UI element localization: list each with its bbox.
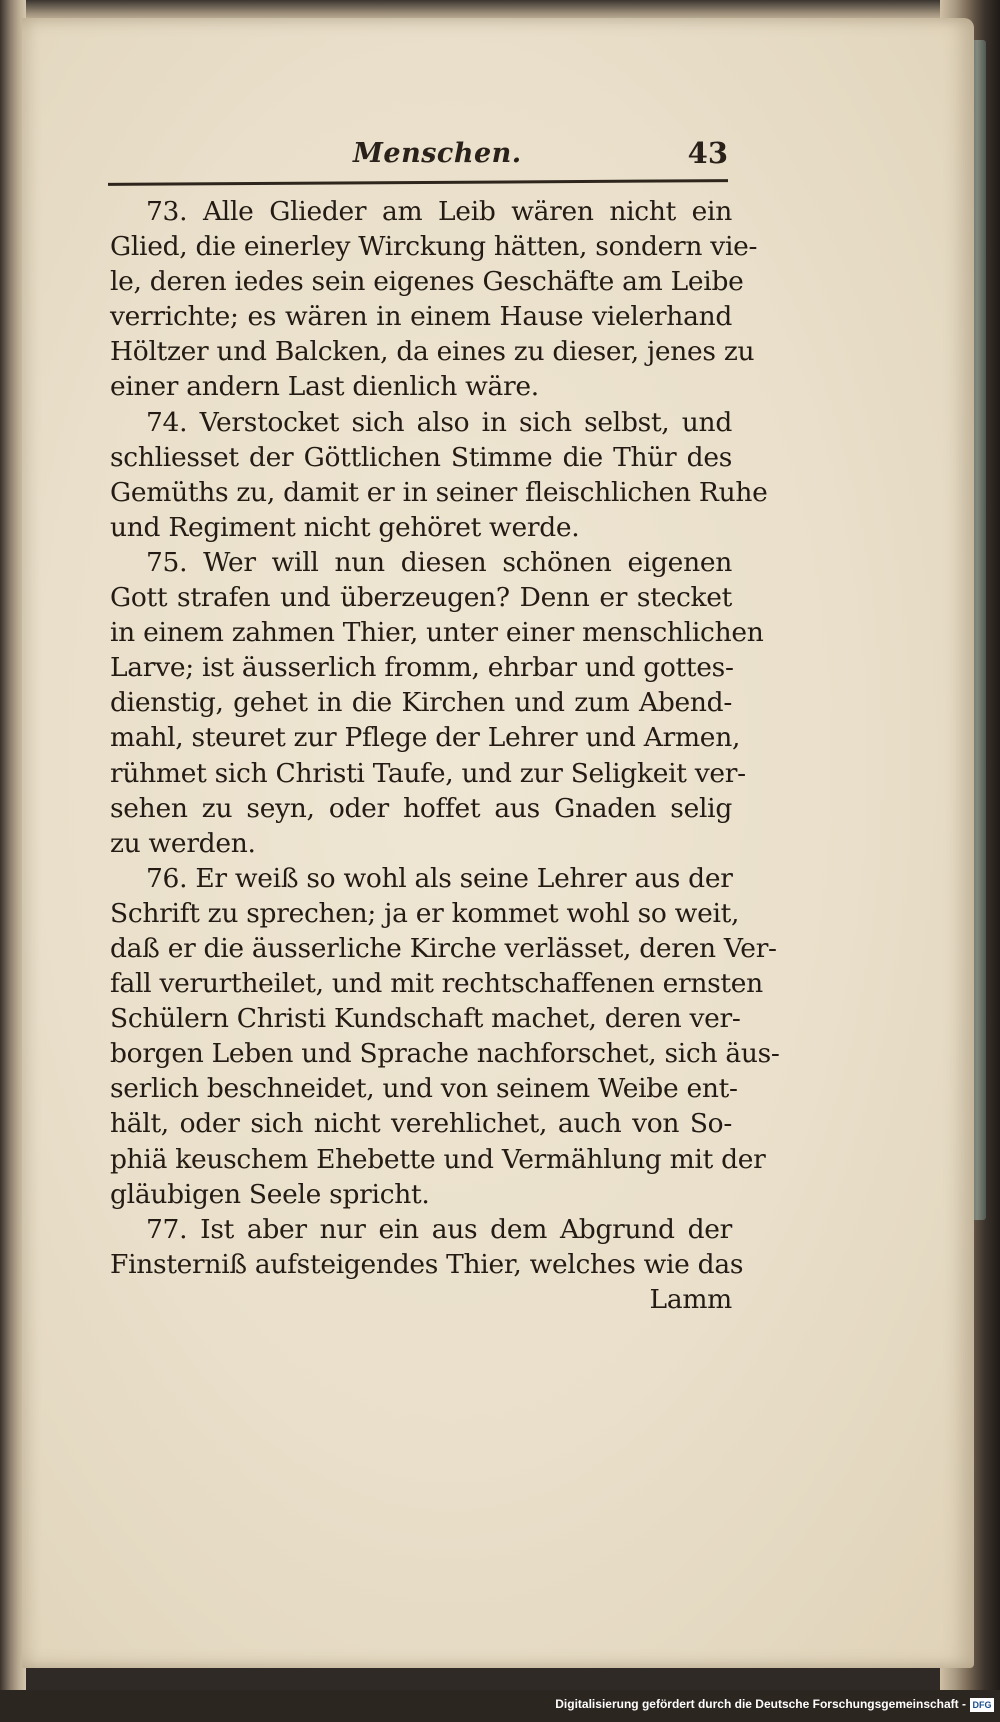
text-line: rühmet sich Christi Taufe, und zur Seligkeit ver- (110, 757, 746, 789)
text-line: Schrift zu sprechen; ja er kommet wohl so weit, (110, 897, 740, 929)
dfg-logo: DFG (970, 1698, 994, 1712)
text-line: gläubigen Seele spricht. (110, 1178, 430, 1210)
text-line: Larve; ist äusserlich fromm, ehrbar und gottes- (110, 652, 734, 684)
running-head: Menschen. (353, 138, 522, 169)
text-line: serlich beschneidet, und von seinem Weibe ent- (110, 1073, 738, 1105)
footer-credit: Digitalisierung gefördert durch die Deutsche Forschungsgemeinschaft - (555, 1697, 966, 1711)
text-line: borgen Leben und Sprache nachforschet, sich äus- (110, 1038, 780, 1070)
text-line: hält, oder sich nicht verehlichet, auch von So- (110, 1108, 732, 1140)
page-number: 43 (687, 136, 728, 170)
text-line: einer andern Last dienlich wäre. (110, 371, 539, 403)
text-line: 75. Wer will nun diesen schönen eigenen (146, 546, 732, 578)
text-line: le, deren iedes sein eigenes Geschäfte am Leibe (110, 266, 744, 298)
text-line: Finsterniß aufsteigendes Thier, welches wie das (110, 1248, 744, 1280)
digitization-footer (0, 1690, 1000, 1722)
text-line: verrichte; es wären in einem Hause vielerhand (110, 301, 732, 333)
text-line: 74. Verstocket sich also in sich selbst, und (146, 406, 732, 438)
text-line: 73. Alle Glieder am Leib wären nicht ein (146, 196, 732, 227)
catchword: Lamm (649, 1283, 732, 1315)
text-line: Glied, die einerley Wirckung hätten, sondern vie- (110, 231, 758, 263)
text-line: schliesset der Göttlichen Stimme die Thür des (110, 441, 732, 473)
text-line: daß er die äusserliche Kirche verlässet, deren Ver- (110, 932, 777, 964)
text-line: dienstig, gehet in die Kirchen und zum Abend- (110, 687, 732, 719)
text-line: zu werden. (110, 827, 256, 859)
text-line: Höltzer und Balcken, da eines zu dieser, jenes zu (110, 336, 755, 368)
text-line: Gott strafen und überzeugen? Denn er stecket (110, 582, 732, 614)
text-line: Schülern Christi Kundschaft machet, deren ver- (110, 1003, 741, 1035)
text-line: phiä keuschem Ehebette und Vermählung mit der (110, 1143, 766, 1175)
text-line: in einem zahmen Thier, unter einer menschlichen (110, 617, 764, 649)
page-header (108, 138, 728, 178)
text-line: mahl, steuret zur Pflege der Lehrer und Armen, (110, 722, 741, 754)
text-line: Gemüths zu, damit er in seiner fleischlichen Ruhe (110, 476, 768, 508)
text-line: sehen zu seyn, oder hoffet aus Gnaden selig (110, 792, 732, 824)
text-line: 77. Ist aber nur ein aus dem Abgrund der (146, 1213, 732, 1245)
text-line: und Regiment nicht gehöret werde. (110, 511, 580, 543)
text-line: fall verurtheilet, und mit rechtschaffenen ernsten (110, 968, 763, 1000)
body-text (110, 194, 780, 1317)
text-line: 76. Er weiß so wohl als seine Lehrer aus der (146, 862, 733, 894)
